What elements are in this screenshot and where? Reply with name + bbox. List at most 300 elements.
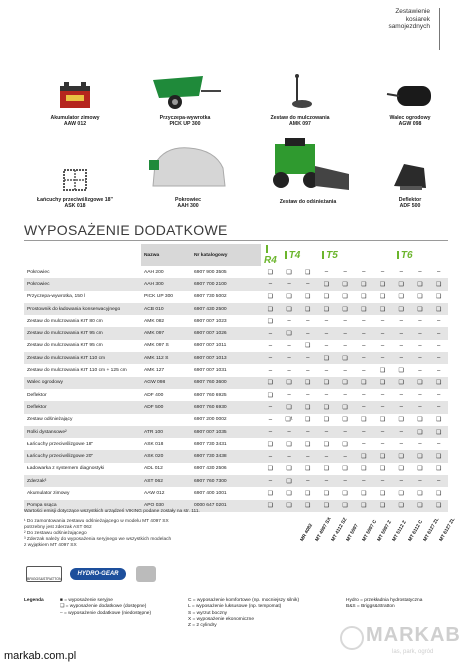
availability-mark: –: [268, 342, 273, 349]
table-cell-catalog: 6907 007 1031: [194, 368, 227, 374]
availability-mark: ❑: [280, 327, 299, 339]
availability-mark: ❑: [336, 278, 355, 290]
table-cell-desc: Walec ogrodowy: [24, 377, 141, 389]
table-cell-catalog: 6907 007 1026: [191, 327, 261, 339]
legend-col-3: [346, 598, 422, 611]
availability-mark: –: [306, 367, 310, 374]
table-row: [24, 291, 448, 303]
availability-mark: –: [336, 475, 355, 487]
availability-mark: –: [287, 392, 291, 399]
availability-mark: ❑: [286, 441, 292, 448]
deflector-icon: [390, 158, 430, 194]
availability-mark: –: [343, 269, 347, 276]
table-row: [24, 414, 448, 426]
availability-mark: –: [373, 426, 392, 438]
legend-col-2: [188, 598, 299, 629]
model-group-label: T4: [283, 250, 301, 261]
section-title: WYPOSAŻENIE DODATKOWE: [24, 222, 228, 238]
availability-mark: –: [261, 278, 280, 290]
table-cell-catalog: 6907 007 1011: [194, 343, 227, 349]
availability-mark: –: [261, 401, 280, 413]
availability-mark: ❑: [429, 500, 448, 512]
header-catalog: Nr katalogowy: [191, 244, 261, 266]
table-cell-name: ACB 010: [141, 303, 191, 315]
table-cell-name: ADF 400: [144, 392, 164, 398]
availability-mark: –: [429, 352, 448, 364]
availability-mark: ❑: [305, 417, 311, 424]
availability-mark: ❑: [267, 466, 274, 473]
table-cell-catalog: 6907 900 3505: [194, 269, 227, 275]
table-cell-catalog: 6907 730 5002: [194, 294, 227, 300]
availability-mark: –: [280, 278, 299, 290]
battery-icon: [56, 78, 94, 112]
availability-mark: ❑: [392, 377, 411, 389]
table-cell-catalog: 6907 430 2506: [194, 466, 227, 472]
availability-mark: ❑: [435, 490, 442, 497]
availability-mark: ❑: [286, 294, 292, 301]
availability-mark: ❑: [373, 377, 392, 389]
availability-mark: ❑: [298, 303, 317, 315]
availability-mark: ❑: [354, 500, 373, 512]
availability-mark: ❑: [267, 269, 274, 276]
legend-col-1: [60, 598, 151, 617]
table-cell-catalog: 0000 647 0201: [191, 500, 261, 512]
availability-mark: ❑: [354, 450, 373, 462]
availability-mark: –: [298, 278, 317, 290]
availability-mark: ❑: [373, 500, 392, 512]
availability-mark: –: [298, 352, 317, 364]
availability-mark: ❑: [342, 417, 348, 424]
cover-icon: [145, 138, 231, 194]
table-cell-desc: Przyczepa-wywrotka, 150 l: [27, 294, 86, 300]
section-label-line1: Zestawienie: [395, 8, 430, 15]
availability-mark: ❑: [336, 303, 355, 315]
availability-mark: –: [287, 318, 291, 325]
table-row: [24, 303, 448, 315]
availability-mark: –: [436, 269, 441, 276]
availability-mark: –: [324, 367, 329, 374]
table-cell-catalog: 6907 200 0002: [194, 417, 227, 423]
availability-mark: –: [317, 450, 336, 462]
availability-mark: ❑: [354, 377, 373, 389]
hydro-gear-logo: HYDRO-GEAR: [70, 568, 126, 580]
product-name: Zestaw do odśnieżania: [279, 199, 337, 205]
availability-mark: –: [392, 475, 411, 487]
availability-mark: ❑: [305, 466, 311, 473]
table-cell-desc: Zestaw do mulczowania KIT 95 cm: [27, 343, 103, 349]
availability-mark: ❑: [267, 318, 274, 325]
table-cell-desc: Deflektor: [27, 392, 47, 398]
availability-mark: ❑: [373, 278, 392, 290]
table-row: [24, 364, 448, 376]
availability-mark: –: [418, 318, 422, 325]
availability-mark: –: [261, 450, 280, 462]
trailer-icon: [145, 72, 225, 112]
watermark: [340, 622, 460, 660]
availability-mark: –: [298, 327, 317, 339]
table-cell-catalog: 6907 400 1001: [194, 490, 227, 496]
availability-mark: ❑: [298, 377, 317, 389]
availability-mark: ❑: [429, 426, 448, 438]
availability-mark: ❑: [361, 490, 367, 497]
legend-item: L = wyposażenie luksusowe (np. tempomat): [188, 604, 282, 610]
availability-mark: –: [418, 367, 422, 374]
availability-mark: ❑: [323, 466, 330, 473]
product-name: Pokrowiec: [175, 197, 201, 203]
availability-mark: ❑: [323, 417, 330, 424]
availability-mark: –: [436, 441, 441, 448]
availability-mark: –: [399, 269, 403, 276]
product-code: AGW 098: [398, 121, 422, 128]
availability-mark: –: [324, 392, 329, 399]
availability-mark: ❑: [354, 278, 373, 290]
table-cell-desc: Pokrowiec: [27, 269, 50, 275]
product-code: PICK UP 300: [169, 121, 201, 128]
availability-mark: –: [436, 318, 441, 325]
availability-mark: ❑¹: [285, 417, 293, 424]
table-cell-desc: Łańcuchy przeciwślizgowe 18": [27, 441, 94, 447]
availability-mark: ❑: [379, 490, 386, 497]
availability-mark: –: [261, 327, 280, 339]
garden-roller-icon: [385, 78, 435, 112]
availability-mark: –: [280, 450, 299, 462]
section-label-line3: samojezdnych: [388, 23, 430, 30]
legend-item: Z = 2 cylindry: [188, 623, 217, 629]
model-column-name: MT 5097 Z: [377, 519, 393, 543]
table-row: [24, 401, 448, 413]
table-cell-catalog: 6907 730 3431: [194, 441, 227, 447]
footnote-3b: z wyjątkiem MT 4097 SX: [24, 543, 77, 548]
availability-mark: ❑: [317, 303, 336, 315]
snow-plough-icon: [265, 136, 351, 196]
table-cell-name: AAH 300: [141, 278, 191, 290]
footnote-1b: potrzebny jest zderzak AST 062: [24, 525, 92, 530]
availability-mark: –: [362, 367, 366, 374]
availability-mark: ❑: [435, 294, 442, 301]
availability-mark: –: [373, 475, 392, 487]
table-cell-desc: Łańcuchy przeciwślizgowe 20": [24, 450, 141, 462]
availability-mark: –: [411, 475, 430, 487]
availability-mark: –: [261, 352, 280, 364]
table-row: [24, 327, 448, 339]
availability-mark: –: [336, 327, 355, 339]
availability-mark: –: [287, 367, 291, 374]
table-cell-catalog: 6907 007 1035: [191, 426, 261, 438]
availability-mark: ❑: [317, 377, 336, 389]
availability-mark: ❑: [317, 278, 336, 290]
availability-mark: ❑: [286, 466, 292, 473]
model-column-names: [292, 510, 456, 546]
availability-mark: –: [373, 401, 392, 413]
table-cell-name: ATR 100: [141, 426, 191, 438]
availability-mark: –: [362, 441, 366, 448]
availability-mark: –: [392, 352, 411, 364]
availability-mark: –: [392, 426, 411, 438]
availability-mark: ❑: [298, 401, 317, 413]
table-row: [24, 266, 448, 278]
availability-mark: ❑: [342, 441, 348, 448]
snow-chains-icon: [60, 166, 90, 194]
table-cell-name: AMK 127: [144, 368, 165, 374]
product-code: AAW 012: [63, 121, 87, 128]
availability-mark: ❑: [429, 278, 448, 290]
table-cell-name: APO 030: [141, 500, 191, 512]
footer-url: markab.com.pl: [4, 650, 77, 662]
availability-mark: ❑: [392, 450, 411, 462]
product-garden-roller: [370, 78, 450, 127]
model-group-label: T6: [395, 250, 413, 261]
availability-mark: ❑: [261, 500, 280, 512]
availability-mark: ❑: [417, 490, 423, 497]
availability-mark: –: [317, 475, 336, 487]
availability-mark: ❑: [411, 450, 430, 462]
availability-mark: –: [336, 450, 355, 462]
availability-mark: ❑: [286, 269, 292, 276]
table-cell-desc: Ładowarka z systemem diagnostyki: [27, 466, 105, 472]
availability-mark: –: [343, 318, 347, 325]
product-name: Zestaw do mulczowania: [270, 115, 330, 121]
model-group-label: R4: [264, 244, 277, 266]
table-row: [24, 426, 448, 438]
availability-mark: ❑: [354, 303, 373, 315]
availability-mark: –: [298, 426, 317, 438]
availability-mark: –: [343, 367, 347, 374]
availability-mark: –: [317, 426, 336, 438]
availability-mark: ❑: [373, 450, 392, 462]
availability-mark: ❑: [336, 401, 355, 413]
availability-mark: ❑: [429, 377, 448, 389]
availability-mark: –: [380, 269, 385, 276]
availability-mark: –: [354, 401, 373, 413]
availability-mark: ❑: [379, 368, 386, 375]
availability-mark: –: [373, 327, 392, 339]
availability-mark: ❑: [286, 490, 292, 497]
availability-mark: –: [354, 352, 373, 364]
availability-mark: ❑: [411, 426, 430, 438]
table-cell-catalog: 6907 760 6925: [194, 392, 227, 398]
availability-mark: ❑: [280, 303, 299, 315]
availability-mark: –: [399, 392, 403, 399]
table-cell-name: ADL 012: [144, 466, 163, 472]
header-group-t4: [280, 244, 317, 266]
product-name: Łańcuchy przeciwślizgowe 18": [37, 197, 113, 203]
availability-mark: ❑: [323, 490, 330, 497]
availability-mark: ❑: [417, 466, 423, 473]
mulching-kit-icon: [280, 72, 320, 112]
table-cell-name: AST 062: [141, 475, 191, 487]
availability-mark: –: [362, 392, 366, 399]
availability-mark: ❑: [392, 303, 411, 315]
availability-mark: ❑: [379, 294, 386, 301]
table-row: [24, 340, 448, 352]
availability-mark: –: [399, 342, 403, 349]
availability-mark: –: [298, 475, 317, 487]
availability-mark: ❑: [342, 490, 348, 497]
table-cell-name: AMK 082: [144, 318, 165, 324]
table-header: [24, 244, 448, 266]
availability-mark: –: [399, 318, 403, 325]
availability-mark: ❑: [398, 417, 404, 424]
model-column-name: MT 4097 SX: [315, 516, 334, 543]
product-trailer: [130, 72, 240, 127]
availability-mark: –: [324, 318, 329, 325]
availability-mark: ❑: [267, 441, 274, 448]
product-snow-chains: [30, 166, 120, 209]
availability-mark: –: [373, 352, 392, 364]
availability-mark: ❑: [336, 377, 355, 389]
availability-mark: –: [343, 392, 347, 399]
product-cover: [138, 138, 238, 209]
availability-mark: –: [336, 426, 355, 438]
availability-mark: ❑: [317, 500, 336, 512]
availability-mark: –: [317, 327, 336, 339]
header-blank: [24, 244, 141, 266]
legend-title: Legenda: [24, 598, 44, 603]
table-cell-name: AAW 012: [144, 490, 165, 496]
availability-mark: –: [436, 342, 441, 349]
table-cell-name: AMK 097: [141, 327, 191, 339]
availability-mark: ❑: [361, 466, 367, 473]
availability-mark: –: [324, 269, 329, 276]
availability-mark: ❑: [411, 500, 430, 512]
availability-mark: –: [261, 475, 280, 487]
availability-mark: –: [418, 269, 422, 276]
product-name: Akumulator zimowy: [50, 115, 100, 121]
availability-mark: –: [298, 450, 317, 462]
availability-mark: –: [287, 342, 291, 349]
product-code: ADF 500: [399, 203, 421, 210]
availability-mark: ❑: [267, 294, 274, 301]
availability-mark: –: [429, 327, 448, 339]
section-label: [360, 8, 430, 31]
corner-divider: [439, 8, 440, 50]
table-row: [24, 475, 448, 487]
table-row: [24, 389, 448, 401]
availability-mark: –: [280, 352, 299, 364]
table-cell-desc: Pompa ssąca: [24, 500, 141, 512]
availability-mark: ❑: [261, 303, 280, 315]
model-column-name: MT 5097 C: [361, 519, 378, 543]
availability-mark: ❑: [379, 466, 386, 473]
product-name: Walec ogrodowy: [389, 115, 431, 121]
availability-mark: –: [418, 342, 422, 349]
availability-mark: –: [343, 342, 347, 349]
footnote-2: ² Do zestawu odśnieżającego: [24, 531, 87, 536]
availability-mark: ❑: [342, 294, 348, 301]
table-cell-desc: Zestaw do mulczowania KIT 110 cm: [24, 352, 141, 364]
availability-mark: –: [436, 367, 441, 374]
legend-item: S = wyrzut boczny: [188, 610, 228, 616]
product-code: AAH 300: [177, 203, 199, 210]
table-cell-catalog: 6907 007 1023: [194, 318, 227, 324]
legend-item: ■ = wyposażenie seryjne: [60, 598, 113, 603]
model-column-name: MT 6127 ZL: [423, 517, 441, 543]
availability-mark: –: [411, 401, 430, 413]
header-name: Nazwa: [141, 244, 191, 266]
availability-mark: ❑: [280, 377, 299, 389]
product-snow-plough: [260, 136, 356, 205]
legend-item: Hydro = przekładnia hydrostatyczna: [346, 598, 423, 603]
footnote-3a: ³ Zderzak należy do wyposażenia seryjnego we wszystkich modelach: [24, 537, 172, 542]
legend-item: X = wyposażenie ekonomiczne: [188, 616, 254, 622]
availability-mark: ❑: [280, 475, 299, 487]
table-row: [24, 438, 448, 450]
availability-mark: –: [306, 392, 310, 399]
availability-mark: ❑: [429, 450, 448, 462]
table-cell-name: AMK 097 S: [144, 343, 169, 349]
availability-mark: –: [362, 318, 366, 325]
availability-mark: ❑: [398, 368, 404, 375]
footnote-1a: ¹ Do zamontowania zestawu odśnieżającego w modelu MT 4097 SX: [24, 519, 169, 524]
table-cell-catalog: 6907 760 3600: [191, 377, 261, 389]
watermark-brand: MARKAB: [366, 624, 461, 646]
availability-mark: ❑: [267, 490, 274, 497]
availability-mark: –: [411, 327, 430, 339]
availability-mark: ❑: [305, 269, 311, 276]
table-cell-catalog: 6907 760 6930: [191, 401, 261, 413]
availability-mark: –: [380, 392, 385, 399]
model-column-name: MR 4082: [300, 523, 315, 543]
availability-mark: –: [429, 401, 448, 413]
availability-mark: –: [354, 475, 373, 487]
table-cell-name: AMK 112 S: [141, 352, 191, 364]
legend-item: B&S = Briggs&Stratton: [346, 604, 395, 610]
availability-mark: –: [261, 426, 280, 438]
availability-mark: –: [418, 441, 422, 448]
availability-mark: –: [354, 327, 373, 339]
table-cell-name: PICK UP 300: [144, 294, 174, 300]
table-cell-desc: Zestaw do mulczowania KIT 110 cm + 125 cm: [27, 368, 127, 374]
legend-item: – = wyposażenie dodatkowe (niedostępne): [60, 610, 152, 616]
table-cell-desc: Prostownik do ładowania konserwacyjnego: [24, 303, 141, 315]
product-name: Przyczepa-wywrotka: [159, 115, 211, 121]
availability-mark: ❑: [361, 417, 367, 424]
availability-mark: –: [399, 441, 403, 448]
availability-mark: –: [362, 269, 366, 276]
availability-mark: ❑: [305, 441, 311, 448]
availability-mark: ❑: [305, 343, 311, 350]
table-cell-catalog: 6907 430 2500: [191, 303, 261, 315]
availability-mark: –: [380, 441, 385, 448]
section-label-line2: kosiarek: [405, 15, 430, 23]
availability-mark: –: [380, 318, 385, 325]
briggs-stratton-logo: BRIGGS&STRATTON: [26, 566, 62, 582]
table-cell-desc: Deflektor: [24, 401, 141, 413]
model-group-label: T5: [320, 250, 338, 261]
brand-logos: [26, 566, 176, 586]
table-cell-name: AGW 098: [141, 377, 191, 389]
table-cell-desc: Zestaw do mulczowania KIT 80 cm: [27, 318, 103, 324]
table-row: [24, 450, 448, 462]
table-cell-catalog: 6907 700 2100: [191, 278, 261, 290]
availability-mark: ❑: [429, 303, 448, 315]
availability-mark: ❑: [305, 294, 311, 301]
availability-mark: ❑: [392, 278, 411, 290]
model-column-name: MT 4112 SZ: [330, 517, 349, 543]
product-code: ASK 018: [64, 203, 86, 210]
availability-mark: ❑: [398, 490, 404, 497]
table-cell-catalog: 6907 760 7300: [191, 475, 261, 487]
watermark-tagline: las, park, ogród: [392, 649, 434, 655]
table-cell-desc: Zderzak³: [24, 475, 141, 487]
table-row: [24, 352, 448, 364]
model-column-name: MT 6127 ZL: [438, 517, 456, 543]
availability-mark: ❑: [417, 294, 423, 301]
availability-mark: ❑: [411, 377, 430, 389]
availability-mark: ❑: [280, 500, 299, 512]
product-battery: [30, 78, 120, 127]
product-code: AMK 097: [289, 121, 311, 128]
